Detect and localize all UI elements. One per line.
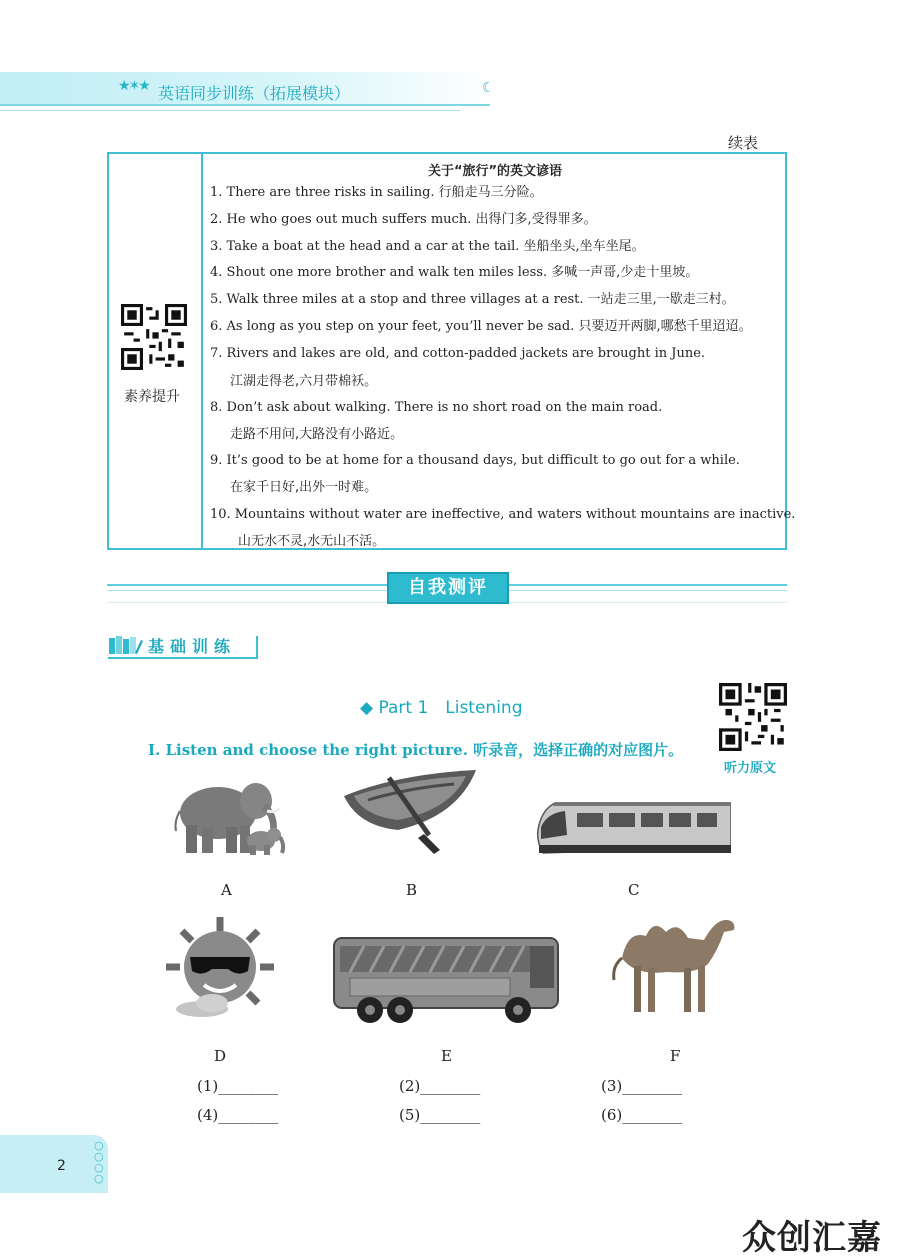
proverb-line: 7. Rivers and lakes are old, and cotton-padded jackets are brought in June. bbox=[210, 346, 706, 361]
stars-icon: ★✶★ bbox=[118, 78, 149, 94]
instruction bbox=[148, 739, 683, 760]
answer-blank[interactable]: (2)________ bbox=[399, 1077, 481, 1095]
sun-icon bbox=[162, 913, 280, 1019]
header-rule-thin bbox=[0, 110, 460, 111]
header-rule bbox=[0, 104, 490, 106]
watermark: 众创汇嘉 bbox=[742, 1218, 882, 1258]
camel-icon bbox=[608, 906, 740, 1020]
book-title: 英语同步训练（拓展模块） bbox=[158, 84, 351, 103]
moon-icon: ☾ bbox=[482, 80, 495, 96]
picture-label: D bbox=[214, 1047, 227, 1065]
instruction-en: Ⅰ. Listen and choose the right picture. bbox=[148, 741, 468, 759]
instruction-cn: 听录音，选择正确的对应图片。 bbox=[467, 741, 684, 759]
table-title: 关于“旅行”的英文谚语 bbox=[427, 164, 563, 179]
page-number: 2 bbox=[57, 1158, 66, 1174]
proverb-translation: 在家千日好,出外一时难。 bbox=[230, 480, 378, 495]
elephant-icon bbox=[168, 775, 290, 857]
answer-blank[interactable]: (6)________ bbox=[601, 1106, 683, 1124]
subsection-title: 基础训练 bbox=[148, 637, 237, 656]
picture-label: C bbox=[628, 881, 640, 899]
proverb-translation: 山无水不灵,水无山不活。 bbox=[238, 534, 386, 549]
decorative-dots-icon: ○ ○ ○ ○ bbox=[94, 1139, 104, 1185]
proverb-line: 10. Mountains without water are ineffective, and waters without mountains are inactive. bbox=[210, 507, 796, 522]
proverb-line: 9. It’s good to be at home for a thousand days, but difficult to go out for a while. bbox=[210, 453, 740, 468]
qr-code-icon[interactable] bbox=[719, 683, 787, 751]
proverb-line: 8. Don’t ask about walking. There is no short road on the main road. bbox=[210, 400, 663, 415]
part-title: ◆ Part 1 Listening bbox=[360, 698, 523, 718]
table-divider bbox=[201, 152, 203, 550]
proverb-translation: 走路不用问,大路没有小路近。 bbox=[230, 427, 404, 442]
proverb-line: 1. There are three risks in sailing. 行船走马三分险。 bbox=[210, 185, 543, 200]
proverb-line: 3. Take a boat at the head and a car at the tail. 坐船坐头,坐车坐尾。 bbox=[210, 239, 645, 254]
proverb-translation: 江湖走得老,六月带棉袄。 bbox=[230, 374, 378, 389]
proverb-line: 6. As long as you step on your feet, you’ll never be sad. 只要迈开两脚,哪愁千里迢迢。 bbox=[210, 319, 752, 334]
picture-label: F bbox=[670, 1047, 681, 1065]
train-icon bbox=[533, 795, 731, 859]
picture-label: B bbox=[406, 881, 418, 899]
answer-blank[interactable]: (5)________ bbox=[399, 1106, 481, 1124]
picture-label: A bbox=[221, 881, 232, 899]
page-corner bbox=[0, 1135, 108, 1193]
answer-blank[interactable]: (3)________ bbox=[601, 1077, 683, 1095]
subsection-underline bbox=[108, 657, 256, 659]
table-row-label: 素养提升 bbox=[124, 389, 180, 405]
answer-blank[interactable]: (1)________ bbox=[197, 1077, 279, 1095]
answer-blank[interactable]: (4)________ bbox=[197, 1106, 279, 1124]
bus-icon bbox=[330, 932, 562, 1026]
subsection-bar bbox=[256, 636, 258, 659]
boat-icon bbox=[338, 766, 482, 854]
qr-label: 听力原文 bbox=[724, 761, 777, 776]
books-icon bbox=[108, 635, 144, 655]
proverb-line: 5. Walk three miles at a stop and three villages at a rest. 一站走三里,一歇走三村。 bbox=[210, 292, 735, 307]
picture-label: E bbox=[441, 1047, 452, 1065]
section-title: 自我测评 bbox=[387, 572, 509, 604]
continued-label: 续表 bbox=[728, 134, 759, 152]
proverb-line: 4. Shout one more brother and walk ten miles less. 多喊一声哥,少走十里坡。 bbox=[210, 265, 699, 280]
proverb-line: 2. He who goes out much suffers much. 出得门多,受得罪多。 bbox=[210, 212, 597, 227]
qr-code-icon[interactable] bbox=[121, 304, 187, 370]
